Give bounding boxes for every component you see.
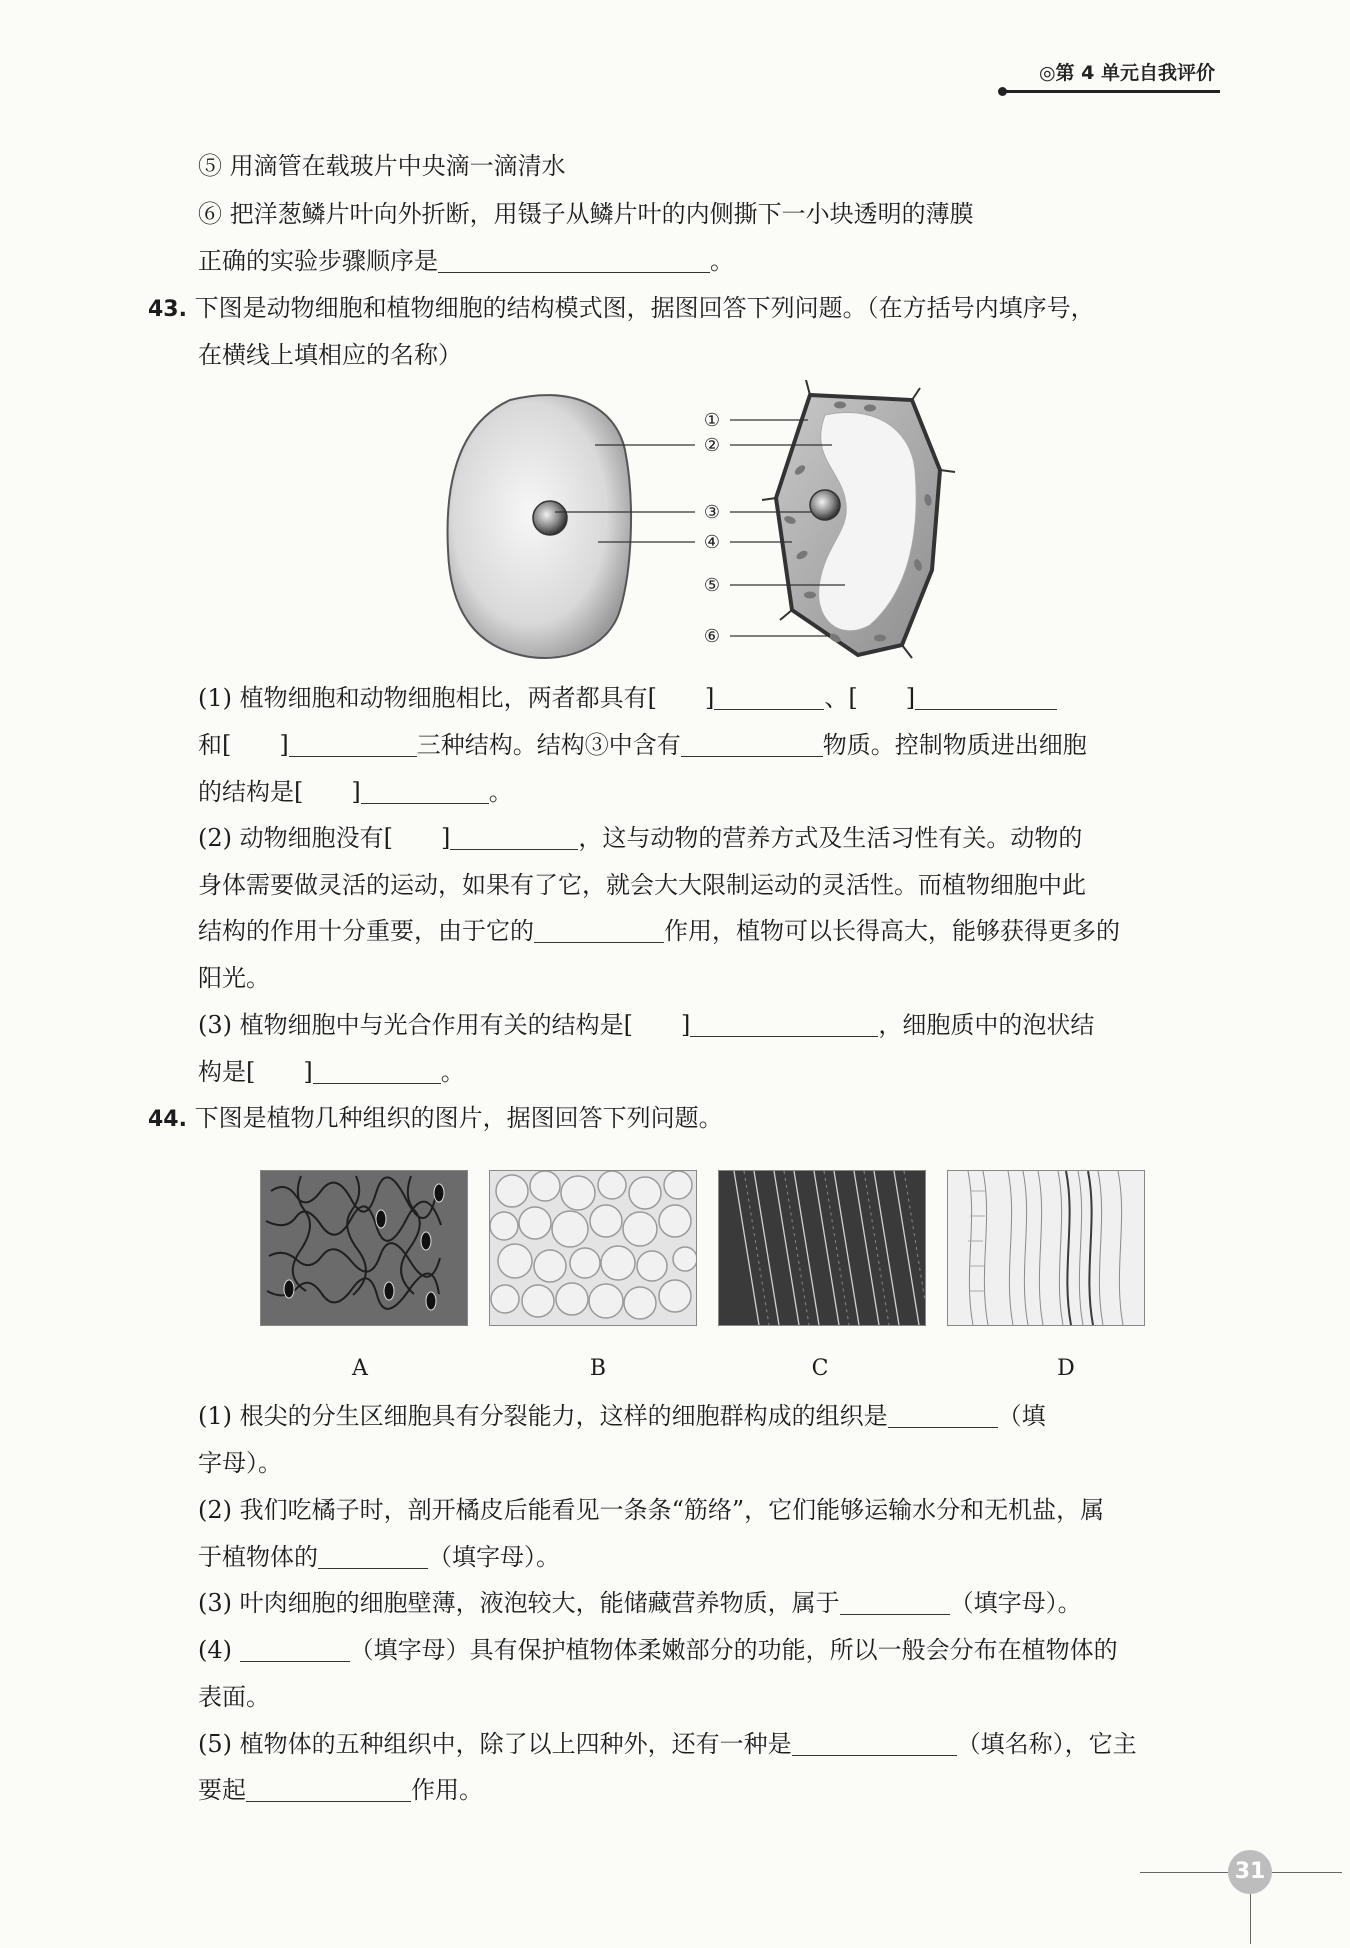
q43-stem-text1: 下图是动物细胞和植物细胞的结构模式图，据图回答下列问题。（在方括号内填序号， — [194, 294, 1095, 322]
q43-p3-line2 — [198, 1054, 465, 1090]
q44-p4-text-b: （填字母）具有保护植物体柔嫩部分的功能，所以一般会分布在植物体的 — [349, 1636, 1118, 1664]
cell-diagram — [440, 380, 970, 670]
q43-p1-blank-5[interactable] — [361, 777, 489, 804]
q42-order-blank[interactable] — [438, 246, 710, 273]
q43-p1-blank-2[interactable] — [915, 683, 1057, 710]
q42-order-prefix: 正确的实验步骤顺序是 — [198, 247, 438, 275]
q44-p2-line2 — [198, 1539, 560, 1575]
image-label-c: C — [811, 1356, 829, 1381]
q43-p1-text-h: 物质。控制物质进出细胞 — [822, 731, 1087, 759]
label-2: ② — [703, 435, 721, 456]
q44-p1-line1 — [198, 1398, 1046, 1434]
q43-stem-line2: 在横线上填相应的名称） — [198, 341, 462, 369]
q44-p5-blank-2[interactable] — [246, 1775, 411, 1802]
q44-p5-blank-1[interactable] — [792, 1729, 957, 1756]
q44-p3-blank[interactable] — [840, 1588, 950, 1615]
q44-p5-text-b: （填名称），它主 — [956, 1730, 1137, 1758]
q44-p3-line — [198, 1585, 1082, 1621]
tissue-image-b — [489, 1170, 697, 1326]
q43-p2-blank-2[interactable] — [534, 916, 664, 943]
q43-p2-line2: 身体需要做灵活的运动，如果有了它，就会大大限制运动的灵活性。而植物细胞中此 — [198, 871, 1086, 899]
plant-nucleus — [810, 490, 840, 520]
q44-p2-text-b: 于植物体的 — [198, 1543, 318, 1571]
page-number-rule-left — [1140, 1872, 1228, 1873]
q43-p1-text-c: 、[ — [824, 684, 858, 712]
q43-p2-line4: 阳光。 — [198, 964, 270, 992]
q44-p1-text-a: (1) 根尖的分生区细胞具有分裂能力，这样的细胞群构成的组织是 — [198, 1402, 888, 1430]
label-4: ④ — [703, 532, 721, 553]
q44-p5-line1 — [198, 1726, 1137, 1762]
q44-p5-line2 — [198, 1772, 483, 1808]
q43-p1-text-b: ] — [705, 684, 715, 712]
q44-p2-blank[interactable] — [318, 1542, 428, 1569]
q44-p2-text-c: （填字母）。 — [428, 1543, 560, 1571]
q44-number: 44. — [148, 1107, 187, 1132]
q43-stem-line1 — [148, 290, 1095, 328]
q43-p3-text-c: ，细胞质中的泡状结 — [878, 1011, 1095, 1039]
q43-p1-text-j: ] — [351, 778, 361, 806]
q44-p4-text-a: (4) — [198, 1636, 232, 1664]
q44-p1-text-b: （填 — [997, 1402, 1046, 1430]
q44-p4-line1 — [198, 1632, 1118, 1668]
q44-p1-line2: 字母）。 — [198, 1449, 282, 1477]
q43-p1-text-f: ] — [279, 731, 289, 759]
page-number-rule-down — [1250, 1894, 1251, 1944]
q43-p3-line1 — [198, 1007, 1094, 1043]
page-number-rule-right — [1272, 1872, 1342, 1873]
q43-p2-blank-1[interactable] — [450, 823, 578, 850]
q42-order-suffix: 。 — [710, 247, 734, 275]
page-header: ◎第 4 单元自我评价 — [1038, 62, 1215, 84]
q44-p1-blank[interactable] — [888, 1401, 998, 1428]
q43-p3-text-b: ] — [681, 1011, 691, 1039]
q42-order — [198, 243, 734, 279]
q43-p3-text-a: (3) 植物细胞中与光合作用有关的结构是[ — [198, 1011, 633, 1039]
q43-p2-line3 — [198, 913, 1120, 949]
q43-p1-blank-4[interactable] — [681, 730, 823, 757]
header-rule — [1004, 90, 1220, 93]
q43-p3-text-e: ] — [303, 1058, 313, 1086]
q43-p1-line2 — [198, 727, 1087, 763]
q44-p3-text-a: (3) 叶肉细胞的细胞壁薄，液泡较大，能储藏营养物质，属于 — [198, 1589, 840, 1617]
q43-p3-blank-1[interactable] — [690, 1010, 878, 1037]
label-3: ③ — [703, 502, 721, 523]
q44-stem-text: 下图是植物几种组织的图片，据图回答下列问题。 — [194, 1104, 723, 1132]
q43-p1-text-d: ] — [905, 684, 916, 712]
q43-p1-text-k: 。 — [488, 778, 513, 806]
q43-p1-line1 — [198, 680, 1057, 716]
q43-p1-text-e: 和[ — [198, 731, 232, 759]
q44-p5-text-c: 要起 — [198, 1776, 246, 1804]
q44-p3-text-b: （填字母）。 — [949, 1589, 1082, 1617]
q43-p2-text-a: (2) 动物细胞没有[ — [198, 824, 393, 852]
tissue-image-a — [260, 1170, 468, 1326]
q44-stem — [148, 1100, 723, 1138]
tissue-image-d — [947, 1170, 1145, 1326]
q42-step5: ⑤ 用滴管在载玻片中央滴一滴清水 — [198, 152, 566, 180]
label-1: ① — [703, 410, 721, 431]
q43-p1-text-i: 的结构是[ — [198, 778, 304, 806]
q43-p1-line3 — [198, 774, 513, 810]
q43-p1-blank-3[interactable] — [289, 730, 417, 757]
q44-p5-text-a: (5) 植物体的五种组织中，除了以上四种外，还有一种是 — [198, 1730, 792, 1758]
q44-p2-line1: (2) 我们吃橘子时，剖开橘皮后能看见一条条“筋络”，它们能够运输水分和无机盐，属 — [198, 1496, 1105, 1524]
q44-p4-line2: 表面。 — [198, 1683, 270, 1711]
q43-p2-line1 — [198, 820, 1082, 856]
animal-nucleus — [533, 501, 567, 535]
q44-p4-blank[interactable] — [240, 1635, 350, 1662]
q43-p3-text-f: 。 — [440, 1058, 465, 1086]
image-label-a: A — [352, 1356, 368, 1381]
q43-p1-blank-1[interactable] — [714, 683, 824, 710]
q43-p2-text-c: ，这与动物的营养方式及生活习性有关。动物的 — [578, 824, 1083, 852]
q43-p2-text-3b: 作用，植物可以长得高大，能够获得更多的 — [664, 917, 1120, 945]
image-label-b: B — [589, 1356, 607, 1381]
tissue-image-c — [718, 1170, 926, 1326]
page-number: 31 — [1228, 1850, 1272, 1894]
q43-p2-text-3a: 结构的作用十分重要，由于它的 — [198, 917, 534, 945]
q43-p2-text-b: ] — [441, 824, 451, 852]
q43-p3-blank-2[interactable] — [313, 1057, 441, 1084]
label-5: ⑤ — [703, 575, 721, 596]
q43-p1-text-g: 三种结构。结构③中含有 — [416, 731, 681, 759]
label-6: ⑥ — [703, 626, 721, 647]
q43-number: 43. — [148, 297, 187, 322]
q43-p3-text-d: 构是[ — [198, 1058, 256, 1086]
q43-p1-text-a: (1) 植物细胞和动物细胞相比，两者都具有[ — [198, 684, 657, 712]
q42-step6: ⑥ 把洋葱鳞片叶向外折断，用镊子从鳞片叶的内侧撕下一小块透明的薄膜 — [198, 200, 974, 228]
q44-p5-text-d: 作用。 — [411, 1776, 483, 1804]
image-label-d: D — [1057, 1356, 1075, 1381]
